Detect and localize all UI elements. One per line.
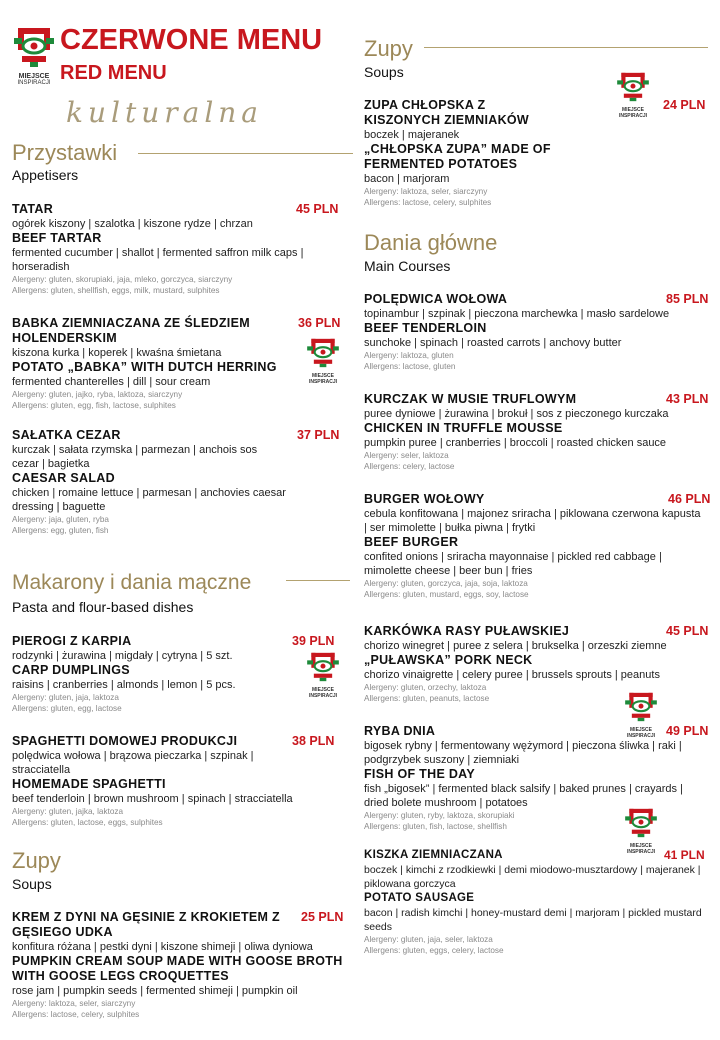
section-title-mains: Dania główne [364, 230, 498, 255]
allergens-pl: Alergeny: laktoza, seler, siarczyny [364, 187, 488, 196]
section-subtitle-soups: Soups [12, 876, 52, 892]
menu-item [364, 848, 710, 956]
allergens-pl: Alergeny: gluten, jajka, laktoza [12, 807, 124, 816]
section-title-appetisers: Przystawki [12, 140, 118, 165]
dish-price: 45 PLN [666, 624, 709, 638]
menu-item [12, 428, 287, 536]
section-divider [138, 153, 353, 154]
dish-name-pl: KISZKA ZIEMNIACZANA [364, 849, 503, 861]
dish-desc-en: chorizo vinaigrette | celery puree | brussels sprouts | peanuts [364, 669, 660, 681]
allergens-en: Allergens: egg, gluten, fish [12, 526, 109, 535]
dish-desc-pl: rodzynki | żurawina | migdały | cytryna | 5 szt. [12, 650, 233, 662]
dish-name-en: „PUŁAWSKA” PORK NECK [364, 653, 533, 667]
section-subtitle-mains: Main Courses [364, 258, 451, 274]
dish-desc-pl: puree dyniowe | żurawina | brokuł | sos z pieczonego kurczaka [364, 408, 669, 420]
allergens-pl: Alergeny: gluten, skorupiaki, jaja, mleko, gorczyca, siarczyny [12, 275, 233, 284]
allergens-en: Allergens: gluten, shellfish, eggs, milk, mustard, sulphites [12, 286, 220, 295]
dish-desc-pl: kurczak | sałata rzymska | parmezan | anchois sos cezar | bagietka [12, 444, 258, 470]
allergens-en: Allergens: gluten, egg, fish, lactose, sulphites [12, 401, 176, 410]
allergens-en: Allergens: lactose, celery, sulphites [12, 1010, 140, 1019]
allergens-en: Allergens: celery, lactose [364, 462, 455, 471]
dish-desc-en: sunchoke | spinach | roasted carrots | anchovy butter [364, 337, 622, 349]
allergens-en: Allergens: gluten, fish, lactose, shellfish [364, 822, 507, 831]
allergens-en: Allergens: lactose, celery, sulphites [364, 198, 492, 207]
logo-mark-icon [14, 26, 54, 68]
section-subtitle-pasta: Pasta and flour-based dishes [12, 599, 194, 615]
section-subtitle-appetisers: Appetisers [12, 167, 79, 183]
menu-item [364, 98, 564, 208]
allergens-pl: Alergeny: gluten, ryby, laktoza, skorupiaki [364, 811, 515, 820]
allergens-pl: Alergeny: laktoza, gluten [364, 351, 454, 360]
allergens-pl: Alergeny: laktoza, seler, siarczyny [12, 999, 136, 1008]
dish-desc-pl: boczek | majeranek [364, 129, 460, 141]
badge-logo-icon [306, 338, 340, 368]
dish-name-pl: KARKÓWKA RASY PUŁAWSKIEJ [364, 624, 570, 638]
allergens-pl: Alergeny: jaja, gluten, ryba [12, 515, 109, 524]
dish-name-pl: SAŁATKA CEZAR [12, 428, 121, 442]
dish-name-pl: PIEROGI Z KARPIA [12, 634, 132, 648]
menu-item [364, 492, 706, 600]
dish-desc-en: fermented chanterelles | dill | sour cream [12, 376, 211, 388]
logo-text-1: MIEJSCE [18, 73, 50, 80]
dish-name-pl: RYBA DNIA [364, 724, 436, 738]
dish-name-pl: SPAGHETTI DOMOWEJ PRODUKCJI [12, 734, 238, 748]
dish-price: 25 PLN [301, 910, 344, 924]
section-title-pasta: Makarony i dania mączne [12, 571, 252, 594]
dish-name-en: CAESAR SALAD [12, 471, 115, 485]
dish-desc-pl: bigosek rybny | fermentowany wężymord | pieczona śliwka | raki | podgrzybek suszony | ziemniaki [364, 740, 682, 766]
badge-text: MIEJSCE INSPIRACJI [618, 107, 648, 119]
dish-desc-en: chicken | romaine lettuce | parmesan | anchovies caesar dressing | baguette [12, 487, 286, 513]
logo-text-2: INSPIRACJI [17, 80, 51, 86]
dish-desc-en: pumpkin puree | cranberries | broccoli | roasted chicken sauce [364, 437, 667, 449]
menu-item [12, 910, 347, 1020]
menu-item [12, 734, 322, 828]
dish-desc-en: raisins | cranberries | almonds | lemon | 5 pcs. [12, 679, 236, 691]
dish-desc-pl: cebula konfitowana | majonez sriracha | piklowana czerwona kapusta | ser mimolette | bułka piwna | frytki [364, 508, 701, 534]
dish-name-en: FISH OF THE DAY [364, 767, 475, 781]
dish-name-pl: ZUPA CHŁOPSKA Z KISZONYCH ZIEMNIAKÓW [364, 98, 530, 127]
allergens-en: Allergens: gluten, mustard, eggs, soy, lactose [364, 590, 529, 599]
dish-desc-pl: kiszona kurka | koperek | kwaśna śmietana [12, 347, 222, 359]
dish-name-en: POTATO „BABKA” WITH DUTCH HERRING [12, 360, 277, 374]
dish-price: 41 PLN [664, 848, 705, 862]
dish-desc-en: beef tenderloin | brown mushroom | spinach | stracciatella [12, 793, 293, 805]
miejsce-inspiracji-badge [306, 338, 340, 385]
dish-name-pl: KURCZAK W MUSIE TRUFLOWYM [364, 392, 577, 406]
dish-name-en: CARP DUMPLINGS [12, 663, 130, 677]
dish-desc-pl: chorizo winegret | puree z selera | brukselka | orzeszki ziemne [364, 640, 667, 652]
miejsce-inspiracji-badge [306, 652, 340, 699]
dish-desc-en: bacon | radish kimchi | honey-mustard demi | marjoram | pickled mustard seeds [364, 907, 702, 933]
menu-item [364, 292, 709, 372]
dish-name-en: BEEF TENDERLOIN [364, 321, 487, 335]
dish-name-en: BEEF TARTAR [12, 231, 102, 245]
dish-desc-pl: ogórek kiszony | szalotka | kiszone rydze | chrzan [12, 218, 253, 230]
section-divider [286, 580, 350, 581]
dish-desc-en: fish „bigosek” | fermented black salsify | baked prunes | crayards | dried bolete mushroom | potatoes [364, 783, 683, 809]
dish-name-pl: POLĘDWICA WOŁOWA [364, 292, 508, 306]
section-title-soups: Zupy [12, 848, 61, 873]
badge-text: MIEJSCE INSPIRACJI [626, 843, 656, 855]
allergens-en: Allergens: gluten, eggs, celery, lactose [364, 946, 504, 955]
allergens-pl: Alergeny: gluten, jaja, seler, laktoza [364, 935, 493, 944]
dish-name-pl: KREM Z DYNI NA GĘSINIE Z KROKIETEM Z GĘSIEGO UDKA [12, 910, 280, 939]
dish-name-en: BEEF BURGER [364, 535, 459, 549]
allergens-pl: Alergeny: gluten, jaja, laktoza [12, 693, 119, 702]
dish-price: 49 PLN [666, 724, 709, 738]
menu-subtitle: RED MENU [60, 62, 167, 84]
dish-price: 38 PLN [292, 734, 335, 748]
allergens-en: Allergens: gluten, egg, lactose [12, 704, 122, 713]
dish-desc-pl: polędwica wołowa | brązowa pieczarka | szpinak | stracciatella [12, 750, 254, 776]
menu-item [364, 392, 709, 472]
dish-name-en: CHICKEN IN TRUFFLE MOUSSE [364, 421, 563, 435]
dish-name-pl: BABKA ZIEMNIACZANA ZE ŚLEDZIEM HOLENDERSKIM [12, 316, 250, 345]
menu-item [12, 634, 290, 714]
allergens-pl: Alergeny: gluten, orzechy, laktoza [364, 683, 487, 692]
section-title-soups-right: Zupy [364, 36, 413, 61]
script-wordmark: kulturalna [66, 96, 263, 129]
allergens-en: Allergens: lactose, gluten [364, 362, 456, 371]
miejsce-inspiracji-badge [624, 808, 658, 855]
dish-desc-pl: boczek | kimchi z rzodkiewki | demi miodowo-musztardowy | majeranek | piklowana gorczyca [364, 864, 701, 890]
allergens-en: Allergens: gluten, peanuts, lactose [364, 694, 490, 703]
badge-logo-icon [306, 652, 340, 682]
dish-name-en: PUMPKIN CREAM SOUP MADE WITH GOOSE BROTH WITH GOOSE LEGS CROQUETTES [12, 954, 343, 983]
dish-price: 85 PLN [666, 292, 709, 306]
dish-price: 37 PLN [297, 428, 340, 442]
badge-logo-icon [616, 72, 650, 102]
dish-name-pl: TATAR [12, 202, 54, 216]
menu-item [12, 202, 337, 296]
badge-text: MIEJSCE INSPIRACJI [308, 687, 338, 699]
menu-title: CZERWONE MENU [60, 24, 323, 56]
badge-text: MIEJSCE INSPIRACJI [308, 373, 338, 385]
dish-name-en: POTATO SAUSAGE [364, 892, 475, 904]
dish-price: 24 PLN [663, 98, 706, 112]
dish-price: 39 PLN [292, 634, 335, 648]
dish-price: 36 PLN [298, 316, 341, 330]
dish-desc-pl: topinambur | szpinak | pieczona marchewka | masło sardelowe [364, 308, 670, 320]
miejsce-inspiracji-badge [616, 72, 650, 119]
badge-text: MIEJSCE INSPIRACJI [626, 727, 656, 739]
dish-name-en: HOMEMADE SPAGHETTI [12, 777, 166, 791]
badge-logo-icon [624, 808, 658, 838]
dish-desc-en: bacon | marjoram [364, 173, 450, 185]
restaurant-logo [14, 26, 54, 88]
dish-desc-en: rose jam | pumpkin seeds | fermented shimeji | pumpkin oil [12, 985, 298, 997]
dish-desc-en: fermented cucumber | shallot | fermented saffron milk caps | horseradish [12, 247, 304, 273]
section-subtitle-soups-right: Soups [364, 64, 404, 80]
dish-price: 46 PLN [668, 492, 711, 506]
dish-desc-pl: konfitura różana | pestki dyni | kiszone shimeji | oliwa dyniowa [12, 941, 313, 953]
allergens-pl: Alergeny: gluten, jajko, ryba, laktoza, siarczyny [12, 390, 183, 399]
dish-price: 43 PLN [666, 392, 709, 406]
allergens-pl: Alergeny: seler, laktoza [364, 451, 449, 460]
menu-item [12, 316, 290, 411]
dish-name-pl: BURGER WOŁOWY [364, 492, 485, 506]
dish-name-en: „CHŁOPSKA ZUPA” MADE OF FERMENTED POTATOES [364, 142, 551, 171]
allergens-en: Allergens: gluten, lactose, eggs, sulphites [12, 818, 163, 827]
badge-logo-icon [624, 692, 658, 722]
dish-desc-en: confited onions | sriracha mayonnaise | pickled red cabbage | mimolette cheese | beer bun | fries [364, 551, 662, 577]
dish-price: 45 PLN [296, 202, 339, 216]
allergens-pl: Alergeny: gluten, gorczyca, jaja, soja, laktoza [364, 579, 528, 588]
section-divider [424, 47, 708, 48]
